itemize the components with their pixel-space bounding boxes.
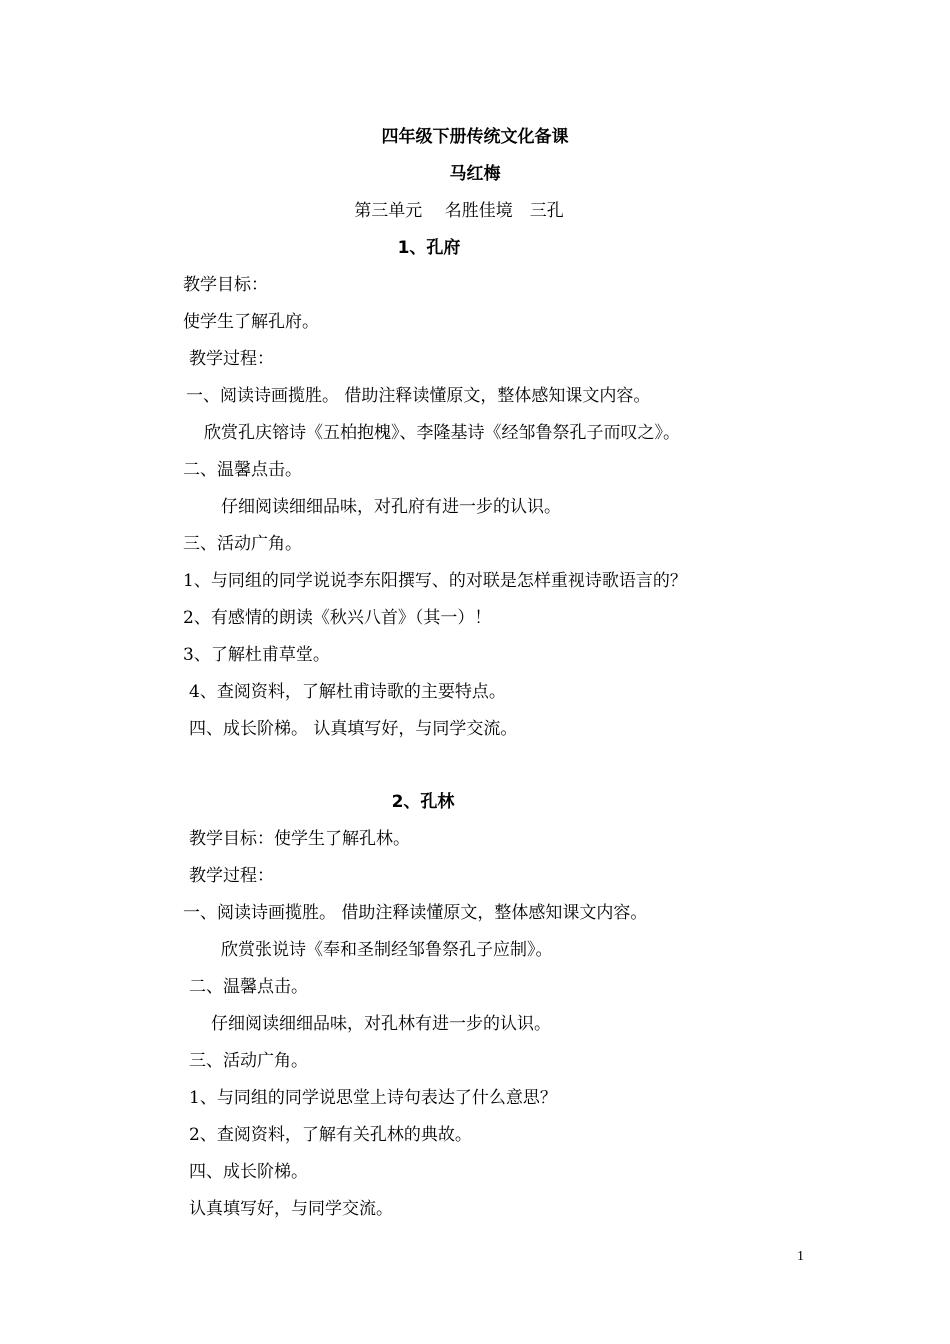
text-line: 四、成长阶梯。 认真填写好，与同学交流。 [189, 719, 518, 739]
text-line: 使学生了解孔府。 [183, 312, 319, 332]
text-line: 欣赏孔庆镕诗《五柏抱槐》、李隆基诗《经邹鲁祭孔子而叹之》。 [204, 423, 680, 443]
document-title: 四年级下册传统文化备课 [381, 127, 569, 147]
section-heading-konglin: 2、孔林 [391, 792, 455, 812]
text-line: 4、查阅资料，了解杜甫诗歌的主要特点。 [189, 682, 506, 702]
text-line: 教学过程： [189, 349, 274, 369]
text-line: 二、温馨点击。 [183, 460, 302, 480]
section-heading-kongfu: 1、孔府 [397, 238, 461, 258]
text-line: 3、了解杜甫草堂。 [183, 645, 330, 665]
text-line: 仔细阅读细细品味，对孔林有进一步的认识。 [211, 1014, 551, 1034]
text-line: 欣赏张说诗《奉和圣制经邹鲁祭孔子应制》。 [221, 940, 553, 960]
text-line: 四、成长阶梯。 [189, 1162, 308, 1182]
text-line: 2、有感情的朗读《秋兴八首》（其一）！ [183, 608, 492, 628]
text-line: 教学过程： [189, 866, 274, 886]
text-line: 三、活动广角。 [183, 534, 302, 554]
author-name: 马红梅 [449, 164, 501, 184]
text-line: 教学目标： [183, 275, 268, 295]
text-line: 1、与同组的同学说思堂上诗句表达了什么意思？ [189, 1088, 557, 1108]
unit-title: 第三单元 名胜佳境 三孔 [354, 201, 564, 221]
text-line: 二、温馨点击。 [189, 977, 308, 997]
text-line: 三、活动广角。 [189, 1051, 308, 1071]
text-line: 教学目标：使学生了解孔林。 [189, 829, 410, 849]
text-line: 仔细阅读细细品味，对孔府有进一步的认识。 [221, 497, 561, 517]
text-line: 一、阅读诗画揽胜。 借助注释读懂原文，整体感知课文内容。 [186, 386, 651, 406]
text-line: 1、与同组的同学说说李东阳撰写、的对联是怎样重视诗歌语言的？ [183, 571, 687, 591]
text-line: 认真填写好，与同学交流。 [189, 1199, 393, 1219]
text-line: 一、阅读诗画揽胜。 借助注释读懂原文，整体感知课文内容。 [183, 903, 648, 923]
text-line: 2、查阅资料，了解有关孔林的典故。 [189, 1125, 472, 1145]
page-number: 1 [797, 1249, 804, 1264]
